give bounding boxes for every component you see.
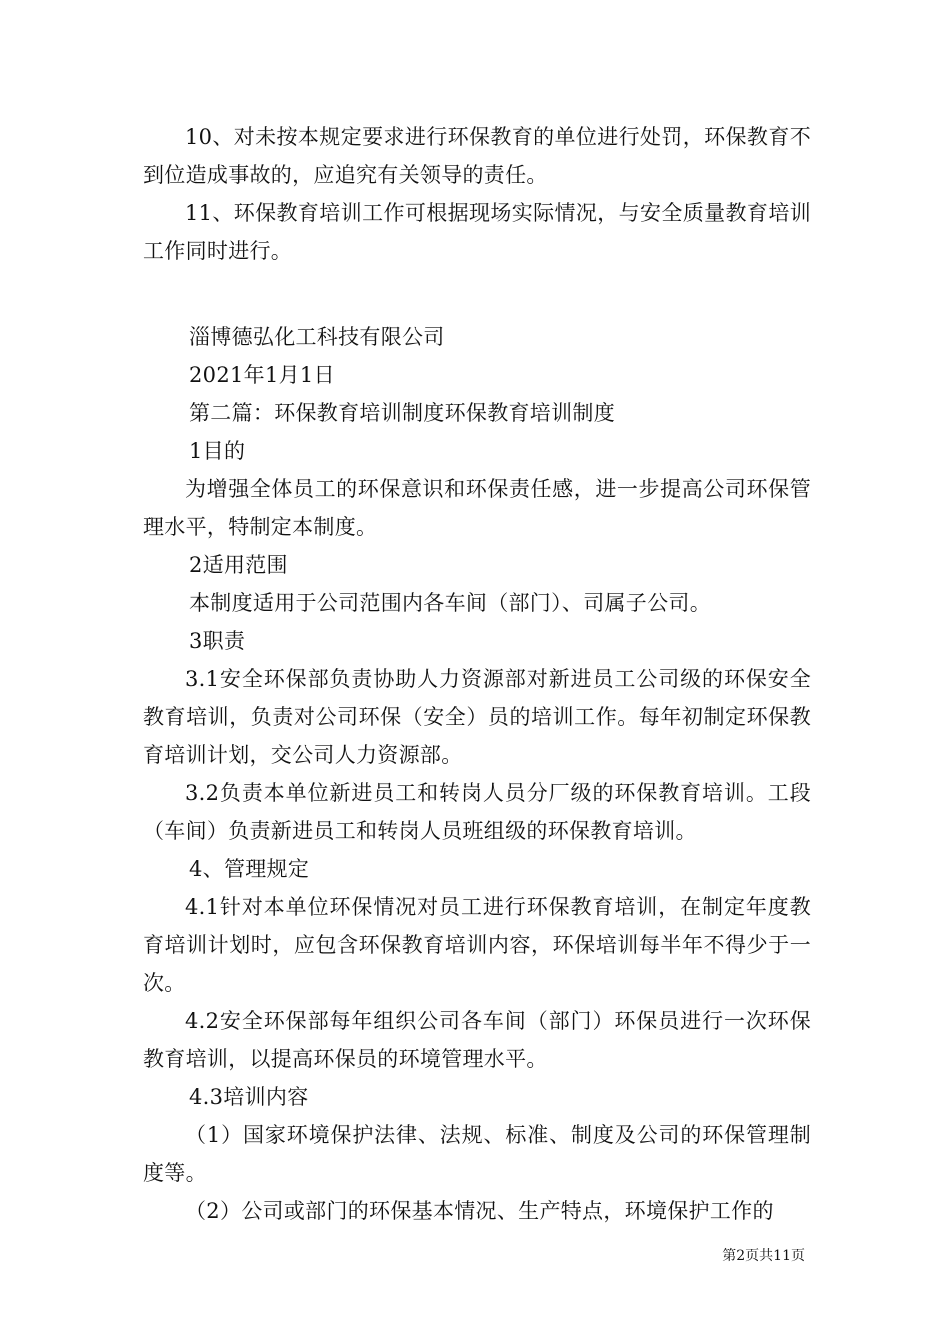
paragraph-purpose: 为增强全体员工的环保意识和环保责任感，进一步提高公司环保管理水平，特制定本制度。 xyxy=(143,477,811,539)
heading-scope: 2适用范围 xyxy=(189,553,288,577)
list-item-1: （1）国家环境保护法律、法规、标准、制度及公司的环保管理制度等。 xyxy=(143,1123,811,1185)
heading-management: 4、管理规定 xyxy=(189,857,310,881)
paragraph-duty-3-2: 3.2负责本单位新进员工和转岗人员分厂级的环保教育培训。工段（车间）负责新进员工和转岗人员班组级的环保教育培训。 xyxy=(143,781,811,843)
heading-training-content: 4.3培训内容 xyxy=(189,1085,309,1109)
paragraph-rule-4-1: 4.1针对本单位环保情况对员工进行环保教育培训，在制定年度教育培训计划时，应包含环保教育培训内容，环保培训每半年不得少于一次。 xyxy=(143,895,811,995)
paragraph-item-11: 11、环保教育培训工作可根据现场实际情况，与安全质量教育培训工作同时进行。 xyxy=(143,201,811,263)
document-body xyxy=(143,118,811,1230)
document-date: 2021年1月1日 xyxy=(189,363,335,387)
company-name: 淄博德弘化工科技有限公司 xyxy=(189,325,445,349)
page-number: 第2页共11页 xyxy=(722,1248,805,1264)
paragraph-duty-3-1: 3.1安全环保部负责协助人力资源部对新进员工公司级的环保安全教育培训，负责对公司环保（安全）员的培训工作。每年初制定环保教育培训计划，交公司人力资源部。 xyxy=(143,667,811,767)
spacer xyxy=(143,270,811,318)
heading-duties: 3职责 xyxy=(189,629,246,653)
paragraph-item-10: 10、对未按本规定要求进行环保教育的单位进行处罚，环保教育不到位造成事故的，应追究有关领导的责任。 xyxy=(143,125,811,187)
section-title: 第二篇：环保教育培训制度环保教育培训制度 xyxy=(189,401,615,425)
paragraph-rule-4-2: 4.2安全环保部每年组织公司各车间（部门）环保员进行一次环保教育培训，以提高环保员的环境管理水平。 xyxy=(143,1009,811,1071)
list-item-2: （2）公司或部门的环保基本情况、生产特点，环境保护工作的 xyxy=(185,1199,774,1223)
paragraph-scope: 本制度适用于公司范围内各车间（部门）、司属子公司。 xyxy=(189,591,711,615)
heading-purpose: 1目的 xyxy=(189,439,246,463)
